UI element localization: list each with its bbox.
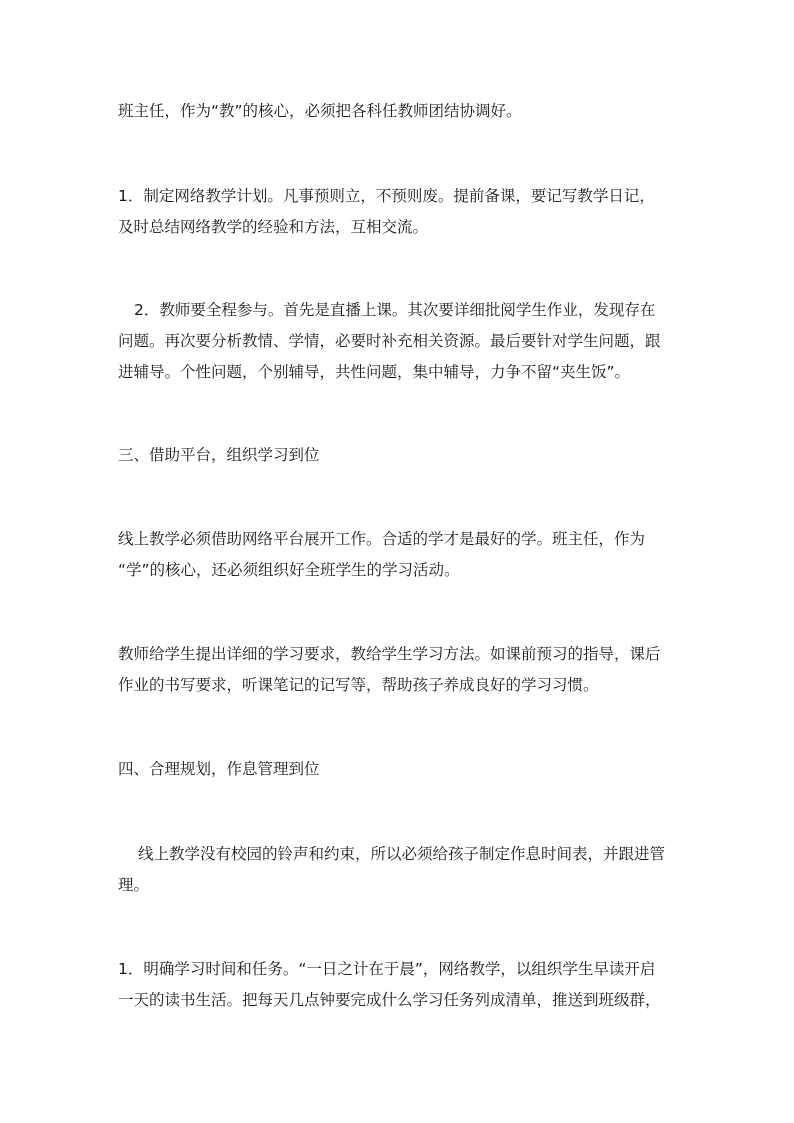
text-line: “学”的核心，还必须组织好全班学生的学习活动。 bbox=[118, 561, 460, 579]
text-line: 理。 bbox=[118, 876, 150, 894]
text-line: 四、合理规划，作息管理到位 bbox=[118, 760, 320, 778]
paragraph-item-1-plan bbox=[118, 181, 684, 243]
text-line: 三、借助平台，组织学习到位 bbox=[118, 446, 320, 464]
text-line: 作业的书写要求，听课笔记的记写等，帮助孩子养成良好的学习习惯。 bbox=[118, 676, 599, 694]
text-line: 进辅导。个性问题，个别辅导，共性问题，集中辅导，力争不留“夹生饭”。 bbox=[118, 363, 631, 381]
section-heading-3 bbox=[118, 440, 684, 471]
text-line: 1．明确学习时间和任务。“一日之计在于晨”，网络教学，以组织学生早读开启 bbox=[118, 960, 656, 978]
paragraph-item-1-time-tasks bbox=[118, 954, 684, 1016]
text-line: 线上教学必须借助网络平台展开工作。合适的学才是最好的学。班主任，作为 bbox=[118, 530, 646, 548]
text-line: 2．教师要全程参与。首先是直播上课。其次要详细批阅学生作业，发现存在 bbox=[134, 301, 656, 319]
text-line: 1．制定网络教学计划。凡事预则立，不预则废。提前备课，要记写教学日记， bbox=[118, 187, 655, 205]
paragraph-schedule bbox=[118, 839, 684, 901]
text-line: 一天的读书生活。把每天几点钟要完成什么学习任务列成清单，推送到班级群， bbox=[118, 991, 661, 1009]
paragraph-platform bbox=[118, 524, 684, 586]
paragraph-head-teacher-role bbox=[118, 96, 684, 127]
text-line: 问题。再次要分析教情、学情，必要时补充相关资源。最后要针对学生问题，跟 bbox=[118, 332, 661, 350]
text-line: 教师给学生提出详细的学习要求，教给学生学习方法。如课前预习的指导，课后 bbox=[118, 645, 661, 663]
paragraph-item-2-participation bbox=[118, 295, 684, 388]
text-line: 及时总结网络教学的经验和方法，互相交流。 bbox=[118, 218, 429, 236]
section-heading-4 bbox=[118, 754, 684, 785]
paragraph-study-requirements bbox=[118, 639, 684, 701]
text-line: 班主任，作为“教”的核心，必须把各科任教师团结协调好。 bbox=[118, 102, 522, 120]
text-line: 线上教学没有校园的铃声和约束，所以必须给孩子制定作息时间表，并跟进管 bbox=[138, 845, 666, 863]
